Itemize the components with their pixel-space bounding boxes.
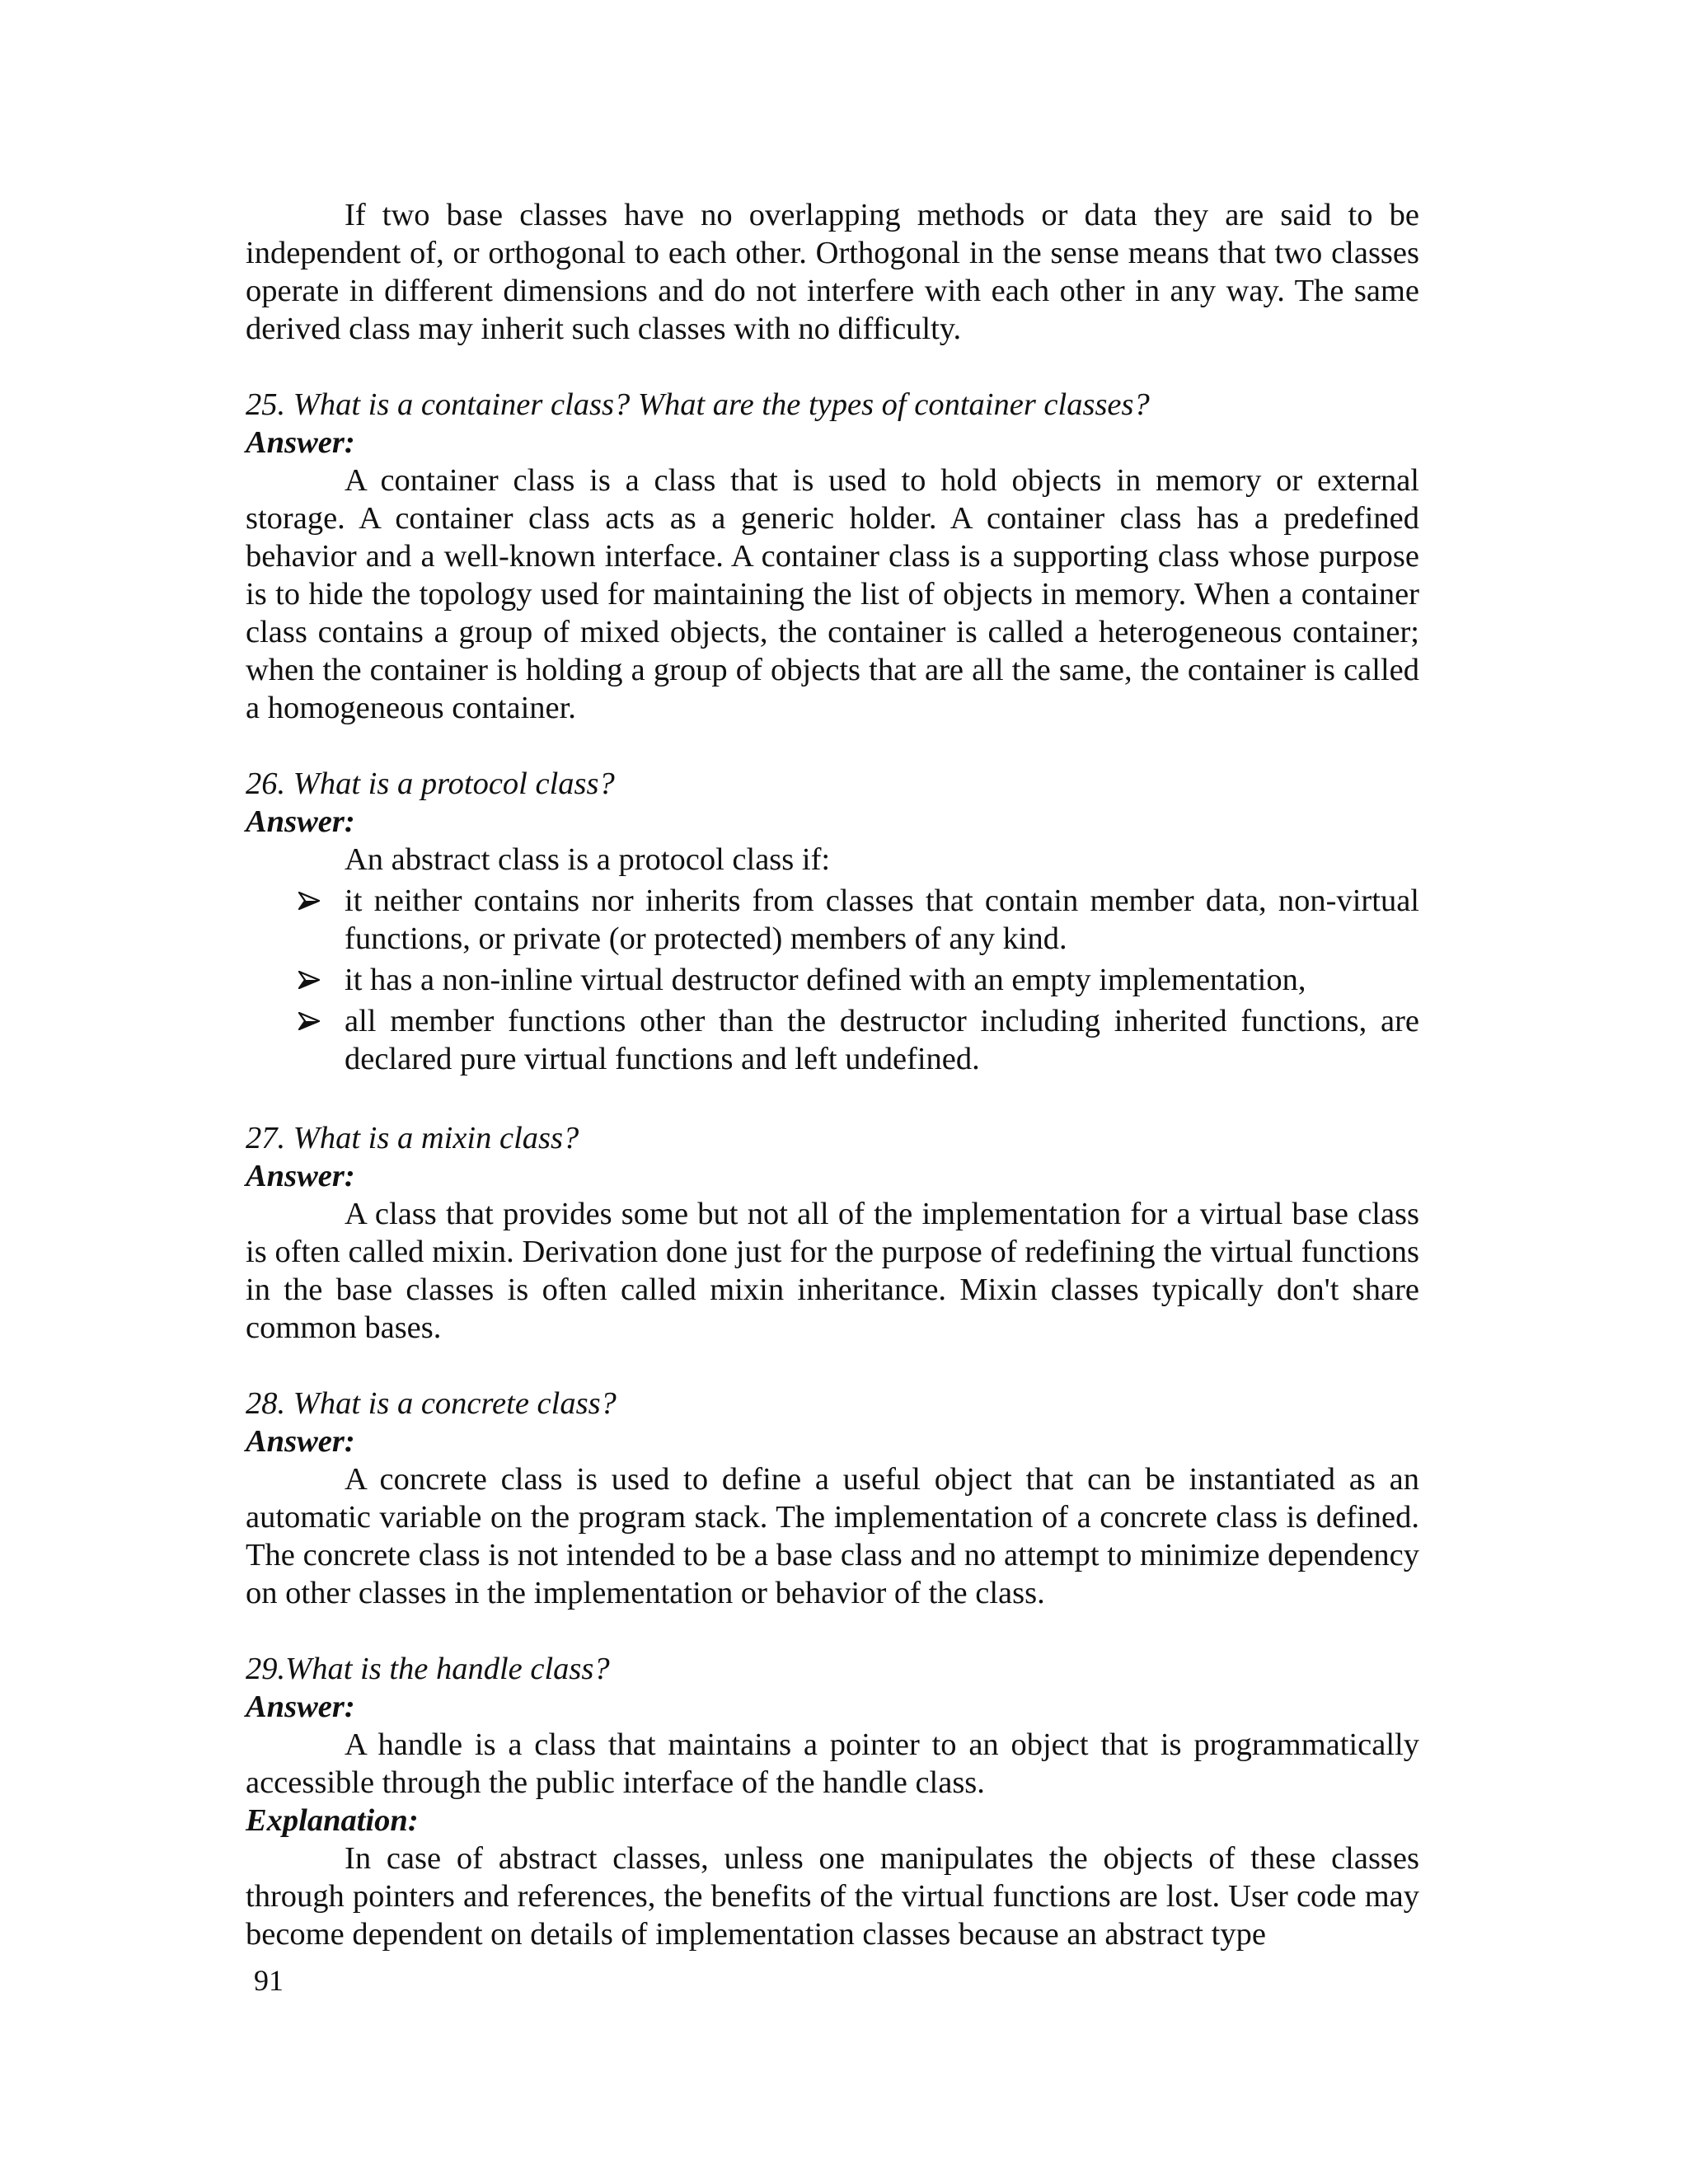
answer-label-27: Answer: [246, 1159, 355, 1193]
list-item [246, 961, 1419, 999]
answer-26-lead: An abstract class is a protocol class if: [345, 842, 831, 877]
protocol-class-list [246, 882, 1419, 1078]
answer-27: A class that provides some but not all of the implementation for a virtual base class is often called mixin. Derivation done just for the purpose of redefining the virtual functions in the base classes is often called mixin inheritance. Mixin classes typically don't share common bases. [246, 1197, 1419, 1345]
answer-28: A concrete class is used to define a useful object that can be instantiated as an automatic variable on the program stack. The implementation of a concrete class is defined. The concrete class is not intended to be a base class and no attempt to minimize dependency on other classes in the implementation or behavior of the class. [246, 1462, 1419, 1610]
answer-25: A container class is a class that is used to hold objects in memory or external storage. A container class acts as a generic holder. A container class has a predefined behavior and a well-known interface. A container class is a supporting class whose purpose is to hide the topology used for maintaining the list of objects in memory. When a container class contains a group of mixed objects, the container is called a heterogeneous container; when the container is holding a group of objects that are all the same, the container is called a homogeneous container. [246, 463, 1419, 725]
explanation-label: Explanation: [246, 1803, 419, 1838]
list-item-text: all member functions other than the destructor including inherited functions, are declared pure virtual functions and left undefined. [345, 1004, 1419, 1076]
answer-label-28: Answer: [246, 1424, 355, 1459]
list-item-text: it has a non-inline virtual destructor defined with an empty implementation, [345, 963, 1306, 997]
arrow-bullet-icon [298, 1012, 320, 1030]
spacer [246, 348, 1419, 386]
answer-label-26: Answer: [246, 804, 355, 839]
explanation-29: In case of abstract classes, unless one manipulates the objects of these classes through pointers and references, the benefits of the virtual functions are lost. User code may become dependent on details of implementation classes because an abstract type [246, 1841, 1419, 1952]
answer-29: A handle is a class that maintains a pointer to an object that is programmatically accessible through the public interface of the handle class. [246, 1727, 1419, 1800]
spacer [246, 1081, 1419, 1119]
page-content [246, 196, 1419, 1953]
arrow-bullet-icon [298, 892, 320, 910]
answer-label-29: Answer: [246, 1690, 355, 1724]
spacer [246, 727, 1419, 765]
question-29: 29.What is the handle class? [246, 1652, 610, 1686]
list-item-text: it neither contains nor inherits from classes that contain member data, non-virtual functions, or private (or protected) members of any kind. [345, 883, 1419, 956]
list-item [246, 1002, 1419, 1078]
question-25: 25. What is a container class? What are the types of container classes? [246, 387, 1150, 422]
intro-paragraph: If two base classes have no overlapping methods or data they are said to be independent of, or orthogonal to each other. Orthogonal in the sense means that two classes operate in different dimensions and do not interfere with each other in any way. The same derived class may inherit such classes with no difficulty. [246, 198, 1419, 346]
question-26: 26. What is a protocol class? [246, 766, 615, 801]
list-item [246, 882, 1419, 958]
arrow-bullet-icon [298, 971, 320, 989]
spacer [246, 1612, 1419, 1650]
question-28: 28. What is a concrete class? [246, 1386, 617, 1421]
answer-label-25: Answer: [246, 425, 355, 460]
question-27: 27. What is a mixin class? [246, 1121, 579, 1155]
spacer [246, 1347, 1419, 1385]
page-number: 91 [254, 1964, 284, 1997]
